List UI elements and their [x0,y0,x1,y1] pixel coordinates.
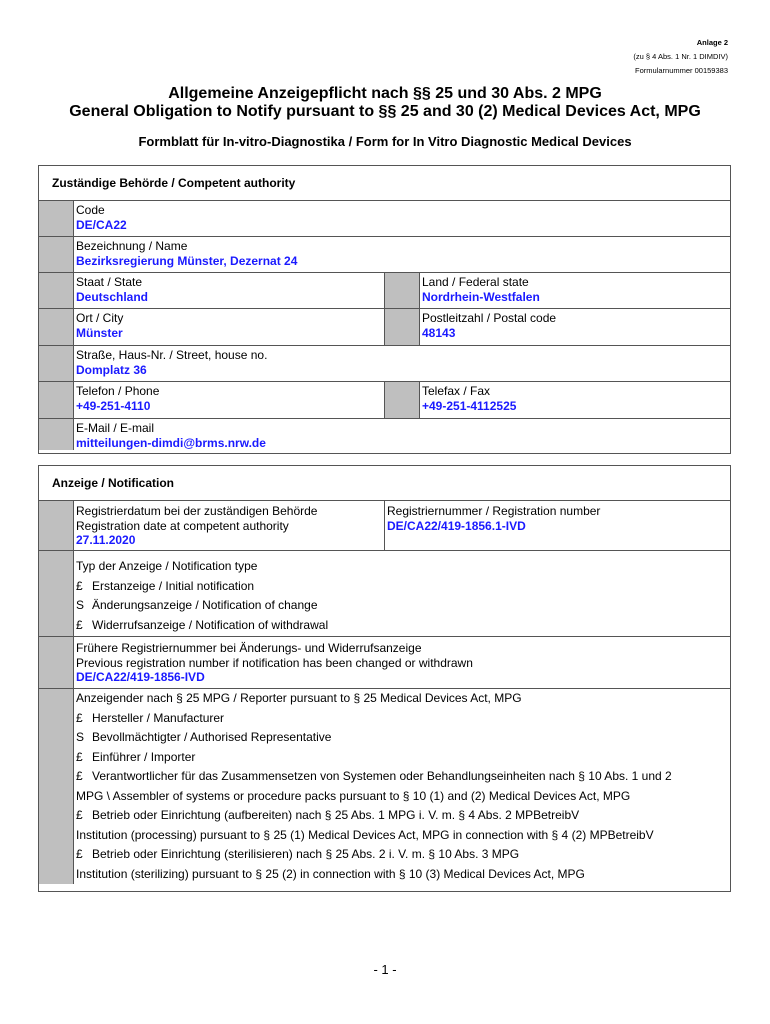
checkbox-mark: £ [76,710,83,725]
authority-city-row [39,309,730,346]
authority-heading: Zuständige Behörde / Competent authority [39,166,730,201]
notification-type-label: Typ der Anzeige / Notification type [76,559,258,573]
checkbox-mark: £ [76,749,83,764]
field-label: Land / Federal state [422,275,529,289]
previous-registration-row [39,637,730,689]
option-processing-continued: Institution (processing) pursuant to § 25 (1) Medical Devices Act, MPG in connection with § 4 (2) MPBetreibV [76,827,654,842]
option-sterilizing-continued: Institution (sterilizing) pursuant to § 25 (2) in connection with § 10 (3) Medical Devices Act, MPG [76,866,585,881]
email-field[interactable] [74,419,730,450]
field-value: +49-251-4110 [76,398,151,413]
reporter-label: Anzeigender nach § 25 MPG / Reporter pursuant to § 25 Medical Devices Act, MPG [76,691,522,705]
option-change-notification[interactable]: S Änderungsanzeige / Notification of change [76,596,730,616]
authority-name-row [39,237,730,273]
field-value: Domplatz 36 [76,362,147,377]
postal-code-field[interactable] [420,309,730,345]
document-header [633,36,728,78]
title-english: General Obligation to Notify pursuant to §§ 25 and 30 (2) Medical Devices Act, MPG [69,103,701,120]
option-sterilizing-institution[interactable]: £ Betrieb oder Einrichtung (sterilisieren) nach § 25 Abs. 2 i. V. m. § 10 Abs. 3 MPG [76,845,730,865]
option-withdrawal-notification[interactable]: £ Widerrufsanzeige / Notification of withdrawal [76,616,730,636]
title-german: Allgemeine Anzeigepflicht nach §§ 25 und 30 Abs. 2 MPG [168,85,602,102]
notification-section [38,465,731,892]
previous-registration-field[interactable] [74,637,730,688]
option-manufacturer[interactable]: £ Hersteller / Manufacturer [76,709,730,729]
checkbox-mark: £ [76,617,83,632]
field-value: DE/CA22/419-1856-IVD [76,670,205,684]
authority-name-field[interactable] [74,237,730,272]
notification-heading: Anzeige / Notification [39,466,730,501]
annex-label: Anlage 2 [696,38,728,47]
annex-reference: (zu § 4 Abs. 1 Nr. 1 DIMDIV) [633,52,728,61]
authority-code-row [39,201,730,237]
field-label: Registriernummer / Registration number [387,504,601,518]
authority-phone-row [39,382,730,419]
field-value: Nordrhein-Westfalen [422,289,540,304]
field-label: Registration date at competent authority [76,518,289,533]
checkbox-mark: £ [76,769,83,783]
checkbox-mark: £ [76,808,83,822]
field-label: Telefon / Phone [76,384,160,398]
federal-state-field[interactable] [420,273,730,308]
field-label: Code [76,203,105,217]
authority-street-row [39,346,730,382]
authority-section [38,165,731,454]
authority-state-row [39,273,730,309]
state-field[interactable] [74,273,384,308]
field-value: mitteilungen-dimdi@brms.nrw.de [76,435,266,450]
registration-number-field[interactable] [385,501,730,550]
field-label: Postleitzahl / Postal code [422,311,557,325]
notification-type-row [39,551,730,637]
checkbox-mark: S [76,730,85,744]
checkbox-mark: S [76,598,85,612]
field-label: Frühere Registriernummer bei Änderungs- und Widerrufsanzeige [76,641,422,655]
authority-email-row [39,419,730,450]
phone-field[interactable] [74,382,384,418]
reporter-row [39,689,730,884]
field-label: Telefax / Fax [422,384,491,398]
field-label: Staat / State [76,275,143,289]
field-value: +49-251-4112525 [422,398,517,413]
field-value: Bezirksregierung Münster, Dezernat 24 [76,253,298,268]
city-field[interactable] [74,309,384,345]
field-label: Registrierdatum bei der zuständigen Behörde [76,504,318,518]
field-label: E-Mail / E-mail [76,421,155,435]
field-value: 27.11.2020 [76,533,136,547]
checkbox-mark: £ [76,847,83,861]
authority-code-field[interactable] [74,201,730,236]
option-assembler[interactable]: £ Verantwortlicher für das Zusammensetzen von Systemen oder Behandlungseinheiten nach § 10 Abs. 1 und 2 [76,767,730,787]
reporter-group [74,689,730,884]
fax-field[interactable] [420,382,730,418]
option-processing-institution[interactable]: £ Betrieb oder Einrichtung (aufbereiten) nach § 25 Abs. 1 MPG i. V. m. § 4 Abs. 2 MPBetreibV [76,806,730,826]
option-authorised-representative[interactable]: S Bevollmächtigter / Authorised Representative [76,728,730,748]
registration-date-field[interactable] [74,501,384,550]
field-value: DE/CA22 [76,217,127,232]
field-value: Deutschland [76,289,149,304]
field-label: Straße, Haus-Nr. / Street, house no. [76,348,268,362]
field-label: Previous registration number if notification has been changed or withdrawn [76,655,473,670]
form-number: Formularnummer 00159383 [635,66,728,75]
checkbox-mark: £ [76,578,83,593]
page-title [0,85,770,121]
page-number: - 1 - [373,962,397,977]
option-assembler-continued: MPG \ Assembler of systems or procedure packs pursuant to § 10 (1) and (2) Medical Devices Act, MPG [76,788,631,803]
notification-type-group [74,551,730,636]
form-subtitle: Formblatt für In-vitro-Diagnostika / Form for In Vitro Diagnostic Medical Devices [138,134,632,149]
registration-row [39,501,730,551]
option-initial-notification[interactable]: £ Erstanzeige / Initial notification [76,577,730,597]
option-importer[interactable]: £ Einführer / Importer [76,748,730,768]
field-label: Ort / City [76,311,124,325]
field-value: 48143 [422,325,456,340]
field-label: Bezeichnung / Name [76,239,188,253]
street-field[interactable] [74,346,730,381]
field-value: Münster [76,325,123,340]
field-value: DE/CA22/419-1856.1-IVD [387,518,526,533]
